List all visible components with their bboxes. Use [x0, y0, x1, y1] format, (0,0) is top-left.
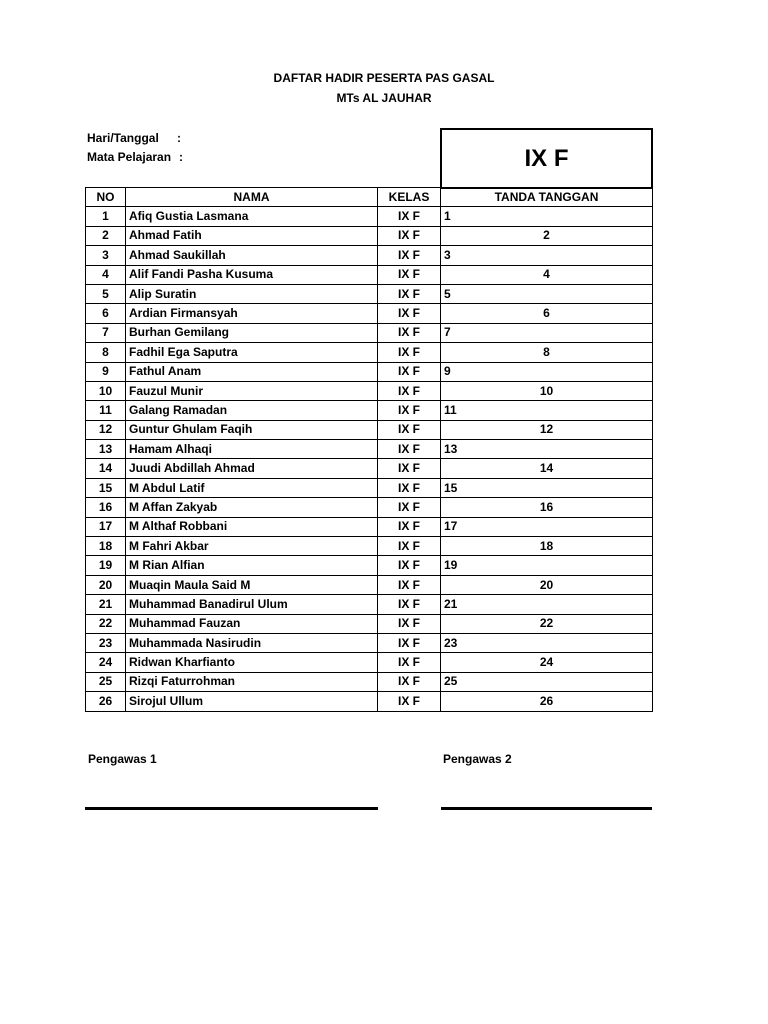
table-row	[86, 537, 653, 556]
row-number: 9	[86, 362, 126, 381]
row-number: 21	[86, 595, 126, 614]
student-name: Fathul Anam	[126, 362, 378, 381]
student-name: M Affan Zakyab	[126, 498, 378, 517]
row-number: 22	[86, 614, 126, 633]
student-name: Ahmad Fatih	[126, 226, 378, 245]
student-name: M Abdul Latif	[126, 478, 378, 497]
row-number: 25	[86, 672, 126, 691]
student-name: M Althaf Robbani	[126, 517, 378, 536]
table-row	[86, 653, 653, 672]
date-field	[87, 131, 181, 145]
table-row	[86, 381, 653, 400]
student-class: IX F	[378, 420, 441, 439]
table-header-row	[86, 188, 653, 207]
row-number: 8	[86, 343, 126, 362]
student-class: IX F	[378, 517, 441, 536]
signature-cell[interactable]: 16	[441, 498, 653, 517]
student-class: IX F	[378, 440, 441, 459]
student-name: Guntur Ghulam Faqih	[126, 420, 378, 439]
signature-cell[interactable]: 5	[441, 284, 653, 303]
table-row	[86, 401, 653, 420]
row-number: 5	[86, 284, 126, 303]
table-row	[86, 440, 653, 459]
signature-cell[interactable]: 8	[441, 343, 653, 362]
signature-cell[interactable]: 25	[441, 672, 653, 691]
date-colon: :	[177, 131, 181, 145]
student-class: IX F	[378, 614, 441, 633]
signature-cell[interactable]: 11	[441, 401, 653, 420]
student-class: IX F	[378, 381, 441, 400]
subject-colon: :	[179, 150, 183, 164]
row-number: 1	[86, 207, 126, 226]
signature-cell[interactable]: 18	[441, 537, 653, 556]
student-class: IX F	[378, 362, 441, 381]
student-class: IX F	[378, 595, 441, 614]
student-name: M Rian Alfian	[126, 556, 378, 575]
signature-cell[interactable]: 9	[441, 362, 653, 381]
supervisor-1-label: Pengawas 1	[88, 752, 157, 766]
signature-cell[interactable]: 10	[441, 381, 653, 400]
student-name: Rizqi Faturrohman	[126, 672, 378, 691]
row-number: 14	[86, 459, 126, 478]
student-name: Sirojul Ullum	[126, 692, 378, 711]
row-number: 7	[86, 323, 126, 342]
student-name: Fadhil Ega Saputra	[126, 343, 378, 362]
column-header-no: NO	[86, 188, 126, 207]
student-name: Afiq Gustia Lasmana	[126, 207, 378, 226]
column-header-kelas: KELAS	[378, 188, 441, 207]
row-number: 12	[86, 420, 126, 439]
row-number: 16	[86, 498, 126, 517]
signature-cell[interactable]: 21	[441, 595, 653, 614]
table-row	[86, 556, 653, 575]
table-row	[86, 362, 653, 381]
column-header-tanda-tangan: TANDA TANGGAN	[441, 188, 653, 207]
student-class: IX F	[378, 478, 441, 497]
row-number: 4	[86, 265, 126, 284]
student-class: IX F	[378, 459, 441, 478]
student-name: Alif Fandi Pasha Kusuma	[126, 265, 378, 284]
student-name: Juudi Abdillah Ahmad	[126, 459, 378, 478]
signature-cell[interactable]: 3	[441, 246, 653, 265]
signature-cell[interactable]: 13	[441, 440, 653, 459]
signature-cell[interactable]: 1	[441, 207, 653, 226]
student-name: Muhammada Nasirudin	[126, 633, 378, 652]
student-class: IX F	[378, 653, 441, 672]
table-row	[86, 692, 653, 711]
signature-cell[interactable]: 7	[441, 323, 653, 342]
row-number: 24	[86, 653, 126, 672]
table-row	[86, 614, 653, 633]
signature-cell[interactable]: 15	[441, 478, 653, 497]
class-box: IX F	[440, 128, 653, 189]
student-name: Muhammad Fauzan	[126, 614, 378, 633]
student-class: IX F	[378, 575, 441, 594]
table-row	[86, 575, 653, 594]
table-row	[86, 478, 653, 497]
student-name: Fauzul Munir	[126, 381, 378, 400]
signature-cell[interactable]: 24	[441, 653, 653, 672]
row-number: 2	[86, 226, 126, 245]
table-row	[86, 284, 653, 303]
student-class: IX F	[378, 672, 441, 691]
table-row	[86, 265, 653, 284]
student-name: Ahmad Saukillah	[126, 246, 378, 265]
row-number: 15	[86, 478, 126, 497]
column-header-nama: NAMA	[126, 188, 378, 207]
row-number: 3	[86, 246, 126, 265]
table-row	[86, 207, 653, 226]
signature-cell[interactable]: 17	[441, 517, 653, 536]
student-class: IX F	[378, 323, 441, 342]
signature-cell[interactable]: 19	[441, 556, 653, 575]
school-name: MTs AL JAUHAR	[336, 91, 432, 105]
signature-cell[interactable]: 26	[441, 692, 653, 711]
student-name: Ridwan Kharfianto	[126, 653, 378, 672]
student-name: Galang Ramadan	[126, 401, 378, 420]
subject-label: Mata Pelajaran	[87, 150, 172, 164]
table-body	[86, 207, 653, 711]
row-number: 19	[86, 556, 126, 575]
signature-cell[interactable]: 12	[441, 420, 653, 439]
table-row	[86, 304, 653, 323]
row-number: 13	[86, 440, 126, 459]
student-name: Burhan Gemilang	[126, 323, 378, 342]
signature-cell[interactable]: 14	[441, 459, 653, 478]
row-number: 23	[86, 633, 126, 652]
student-class: IX F	[378, 537, 441, 556]
student-class: IX F	[378, 556, 441, 575]
date-label: Hari/Tanggal	[87, 131, 159, 145]
table-row	[86, 323, 653, 342]
row-number: 6	[86, 304, 126, 323]
attendance-table	[85, 187, 653, 712]
row-number: 17	[86, 517, 126, 536]
table-row	[86, 226, 653, 245]
student-name: Hamam Alhaqi	[126, 440, 378, 459]
student-class: IX F	[378, 265, 441, 284]
row-number: 26	[86, 692, 126, 711]
row-number: 10	[86, 381, 126, 400]
student-name: Muhammad Banadirul Ulum	[126, 595, 378, 614]
table-row	[86, 420, 653, 439]
table-row	[86, 343, 653, 362]
signature-cell[interactable]: 2	[441, 226, 653, 245]
supervisor-1-signature-line	[85, 807, 378, 810]
student-class: IX F	[378, 401, 441, 420]
table-row	[86, 517, 653, 536]
table-row	[86, 498, 653, 517]
student-class: IX F	[378, 246, 441, 265]
document-title: DAFTAR HADIR PESERTA PAS GASAL	[273, 71, 495, 85]
student-class: IX F	[378, 304, 441, 323]
signature-cell[interactable]: 23	[441, 633, 653, 652]
row-number: 20	[86, 575, 126, 594]
student-name: Alip Suratin	[126, 284, 378, 303]
table-row	[86, 633, 653, 652]
signature-cell[interactable]: 20	[441, 575, 653, 594]
student-class: IX F	[378, 633, 441, 652]
table-row	[86, 672, 653, 691]
student-name: M Fahri Akbar	[126, 537, 378, 556]
student-class: IX F	[378, 284, 441, 303]
table-row	[86, 246, 653, 265]
table-row	[86, 459, 653, 478]
student-class: IX F	[378, 498, 441, 517]
signature-cell[interactable]: 4	[441, 265, 653, 284]
supervisor-2-signature-line	[441, 807, 652, 810]
row-number: 18	[86, 537, 126, 556]
signature-cell[interactable]: 6	[441, 304, 653, 323]
row-number: 11	[86, 401, 126, 420]
subject-field	[87, 150, 183, 164]
student-class: IX F	[378, 692, 441, 711]
student-name: Muaqin Maula Said M	[126, 575, 378, 594]
student-class: IX F	[378, 207, 441, 226]
signature-cell[interactable]: 22	[441, 614, 653, 633]
student-class: IX F	[378, 343, 441, 362]
student-class: IX F	[378, 226, 441, 245]
table-row	[86, 595, 653, 614]
student-name: Ardian Firmansyah	[126, 304, 378, 323]
supervisor-2-label: Pengawas 2	[443, 752, 512, 766]
